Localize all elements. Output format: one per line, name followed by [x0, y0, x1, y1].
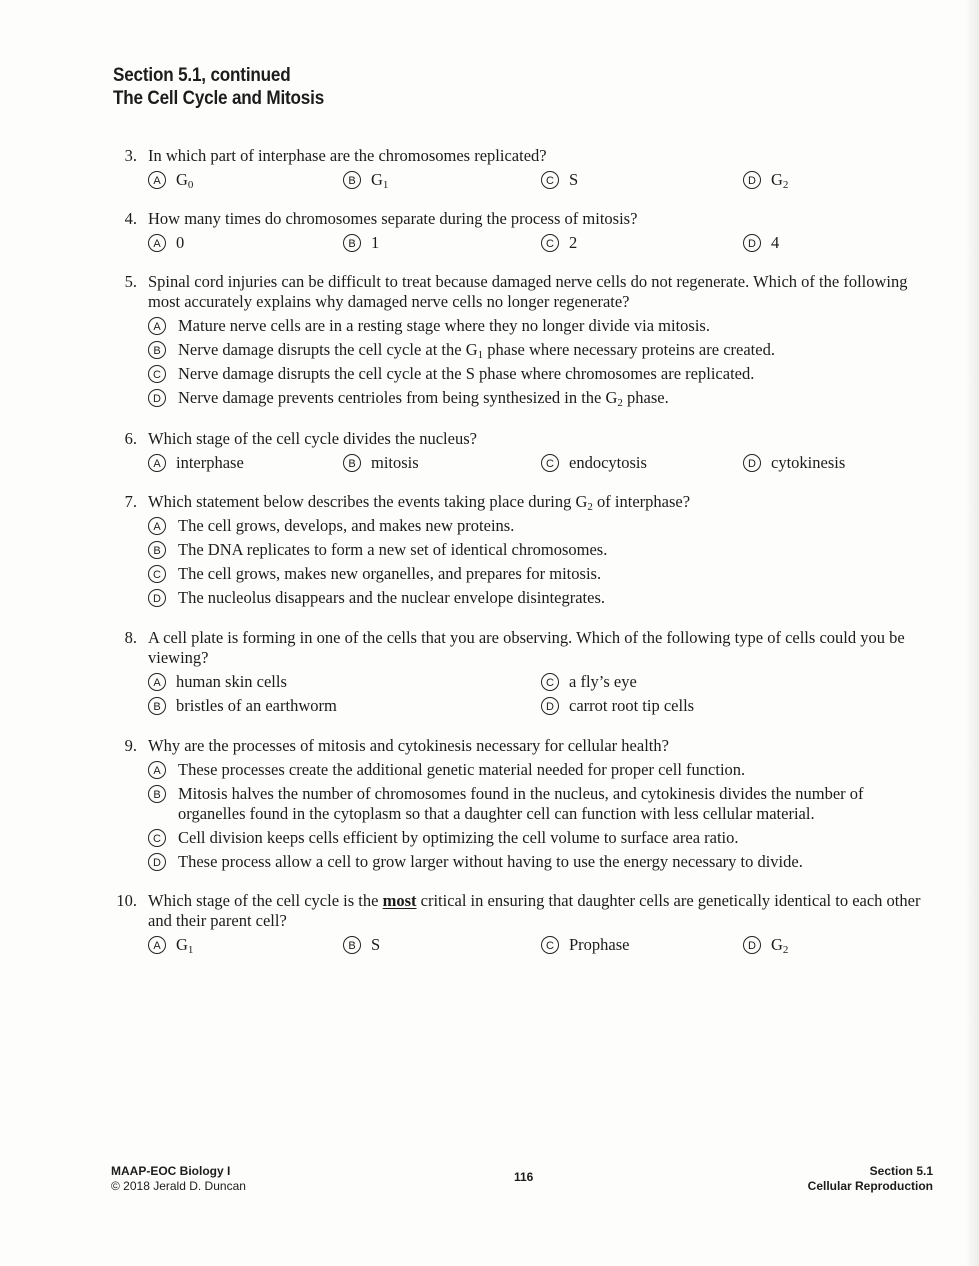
question-text: Which statement below describes the events taking place during $G_2$ of interphase?: [148, 492, 691, 513]
option-c-bubble[interactable]: C: [148, 365, 166, 383]
option-a[interactable]: A The cell grows, develops, and makes new proteins.: [148, 516, 933, 536]
option-a-bubble[interactable]: A: [148, 317, 166, 335]
option-a[interactable]: A interphase: [148, 453, 244, 473]
question-text: Which stage of the cell cycle is the most critical in ensuring that daughter cells are genetically identical to each other and their parent cell?: [148, 891, 921, 930]
option-b-bubble[interactable]: B: [148, 697, 166, 715]
option-a[interactable]: A These processes create the additional genetic material needed for proper cell function.: [148, 760, 933, 780]
option-d-bubble[interactable]: D: [743, 454, 761, 472]
answer-options: [113, 233, 933, 257]
option-c[interactable]: C a fly’s eye: [541, 672, 637, 692]
section-title: Section 5.1, continued: [113, 65, 291, 86]
option-c[interactable]: C Prophase: [541, 935, 630, 955]
option-d-bubble[interactable]: D: [743, 936, 761, 954]
question-text: In which part of interphase are the chromosomes replicated?: [148, 146, 547, 165]
option-a[interactable]: A $G_0$: [148, 170, 193, 190]
option-a-bubble[interactable]: A: [148, 761, 166, 779]
answer-options: [113, 935, 933, 959]
option-c-bubble[interactable]: C: [541, 673, 559, 691]
question-text: Which stage of the cell cycle divides the nucleus?: [148, 429, 477, 448]
question-number: 10.: [116, 891, 137, 910]
option-b[interactable]: B Nerve damage disrupts the cell cycle at the $G_1$ phase where necessary proteins are created.: [148, 340, 933, 360]
option-c-bubble[interactable]: C: [541, 454, 559, 472]
question-number: 5.: [124, 272, 137, 291]
option-b-bubble[interactable]: B: [343, 454, 361, 472]
footer-section: Section 5.1: [869, 1164, 933, 1178]
option-d[interactable]: D The nucleolus disappears and the nuclear envelope disintegrates.: [148, 588, 933, 608]
option-a[interactable]: A $G_1$: [148, 935, 193, 955]
option-a[interactable]: A Mature nerve cells are in a resting stage where they no longer divide via mitosis.: [148, 316, 933, 336]
question-8: [113, 628, 933, 720]
option-c[interactable]: C endocytosis: [541, 453, 647, 473]
question-6: [113, 429, 933, 477]
answer-options-row-1: [113, 672, 933, 696]
question-text: Why are the processes of mitosis and cytokinesis necessary for cellular health?: [148, 736, 669, 755]
option-c[interactable]: C S: [541, 170, 578, 190]
question-text: Spinal cord injuries can be difficult to treat because damaged nerve cells do not regenerate. Which of the following most accurately explains why damaged nerve cells no longer regenerate?: [148, 272, 908, 311]
option-a[interactable]: A 0: [148, 233, 184, 253]
option-d[interactable]: D $G_2$: [743, 170, 788, 190]
question-number: 6.: [124, 429, 137, 448]
option-a-bubble[interactable]: A: [148, 673, 166, 691]
option-b[interactable]: B $G_1$: [343, 170, 388, 190]
question-4: [113, 209, 933, 257]
question-3: [113, 146, 933, 194]
answer-options: [113, 453, 933, 477]
option-a[interactable]: A human skin cells: [148, 672, 287, 692]
option-b[interactable]: B S: [343, 935, 380, 955]
book-title: MAAP-EOC Biology I: [111, 1164, 231, 1178]
option-b-bubble[interactable]: B: [343, 936, 361, 954]
option-d[interactable]: D 4: [743, 233, 779, 253]
question-number: 9.: [124, 736, 137, 755]
question-9: [113, 736, 933, 872]
emphasis-most: most: [382, 891, 417, 910]
option-d[interactable]: D $G_2$: [743, 935, 788, 955]
option-d-bubble[interactable]: D: [148, 389, 166, 407]
question-10: [113, 891, 933, 959]
option-d-bubble[interactable]: D: [541, 697, 559, 715]
option-b-bubble[interactable]: B: [148, 541, 166, 559]
option-d-bubble[interactable]: D: [148, 589, 166, 607]
footer-book-info: [111, 1164, 246, 1194]
section-subtitle: The Cell Cycle and Mitosis: [113, 88, 325, 109]
option-b[interactable]: B bristles of an earthworm: [148, 696, 337, 716]
page-edge: [965, 0, 979, 1266]
option-b-bubble[interactable]: B: [148, 785, 166, 803]
option-b-bubble[interactable]: B: [148, 341, 166, 359]
question-text: How many times do chromosomes separate during the process of mitosis?: [148, 209, 638, 228]
question-number: 7.: [124, 492, 137, 511]
answer-options-row-2: [113, 696, 933, 720]
footer-section-title: Cellular Reproduction: [807, 1179, 933, 1193]
option-b[interactable]: B Mitosis halves the number of chromosomes found in the nucleus, and cytokinesis divides the number of organelles found in the cytoplasm so that a daughter cell can function with less cellular material.: [148, 784, 933, 824]
page-number: 116: [514, 1170, 534, 1184]
option-d[interactable]: D These process allow a cell to grow larger without having to use the energy necessary to divide.: [148, 852, 933, 872]
answer-options: [113, 170, 933, 194]
question-5: [113, 272, 933, 408]
option-c-bubble[interactable]: C: [541, 234, 559, 252]
option-d[interactable]: D Nerve damage prevents centrioles from being synthesized in the $G_2$ phase.: [148, 388, 933, 408]
option-a-bubble[interactable]: A: [148, 234, 166, 252]
question-number: 8.: [124, 628, 137, 647]
option-a-bubble[interactable]: A: [148, 454, 166, 472]
option-c[interactable]: C Nerve damage disrupts the cell cycle at the S phase where chromosomes are replicated.: [148, 364, 933, 384]
section-header: [113, 64, 347, 110]
option-a-bubble[interactable]: A: [148, 517, 166, 535]
option-c[interactable]: C Cell division keeps cells efficient by optimizing the cell volume to surface area ratio.: [148, 828, 933, 848]
question-text: A cell plate is forming in one of the cells that you are observing. Which of the following type of cells could you be viewing?: [148, 628, 905, 667]
option-a-bubble[interactable]: A: [148, 936, 166, 954]
option-b-bubble[interactable]: B: [343, 171, 361, 189]
option-d-bubble[interactable]: D: [148, 853, 166, 871]
option-c-bubble[interactable]: C: [148, 829, 166, 847]
option-d[interactable]: D cytokinesis: [743, 453, 845, 473]
option-b-bubble[interactable]: B: [343, 234, 361, 252]
option-d-bubble[interactable]: D: [743, 171, 761, 189]
question-number: 3.: [124, 146, 137, 165]
option-c[interactable]: C 2: [541, 233, 577, 253]
question-7: [113, 492, 933, 608]
option-c-bubble[interactable]: C: [541, 171, 559, 189]
option-d-bubble[interactable]: D: [743, 234, 761, 252]
option-d[interactable]: D carrot root tip cells: [541, 696, 694, 716]
option-c-bubble[interactable]: C: [148, 565, 166, 583]
option-b[interactable]: B The DNA replicates to form a new set of identical chromosomes.: [148, 540, 933, 560]
footer-section-info: [808, 1164, 933, 1194]
option-b[interactable]: B 1: [343, 233, 379, 253]
copyright: © 2018 Jerald D. Duncan: [111, 1179, 246, 1193]
option-b[interactable]: B mitosis: [343, 453, 419, 473]
option-a-bubble[interactable]: A: [148, 171, 166, 189]
option-c[interactable]: C The cell grows, makes new organelles, and prepares for mitosis.: [148, 564, 933, 584]
option-c-bubble[interactable]: C: [541, 936, 559, 954]
question-number: 4.: [124, 209, 137, 228]
